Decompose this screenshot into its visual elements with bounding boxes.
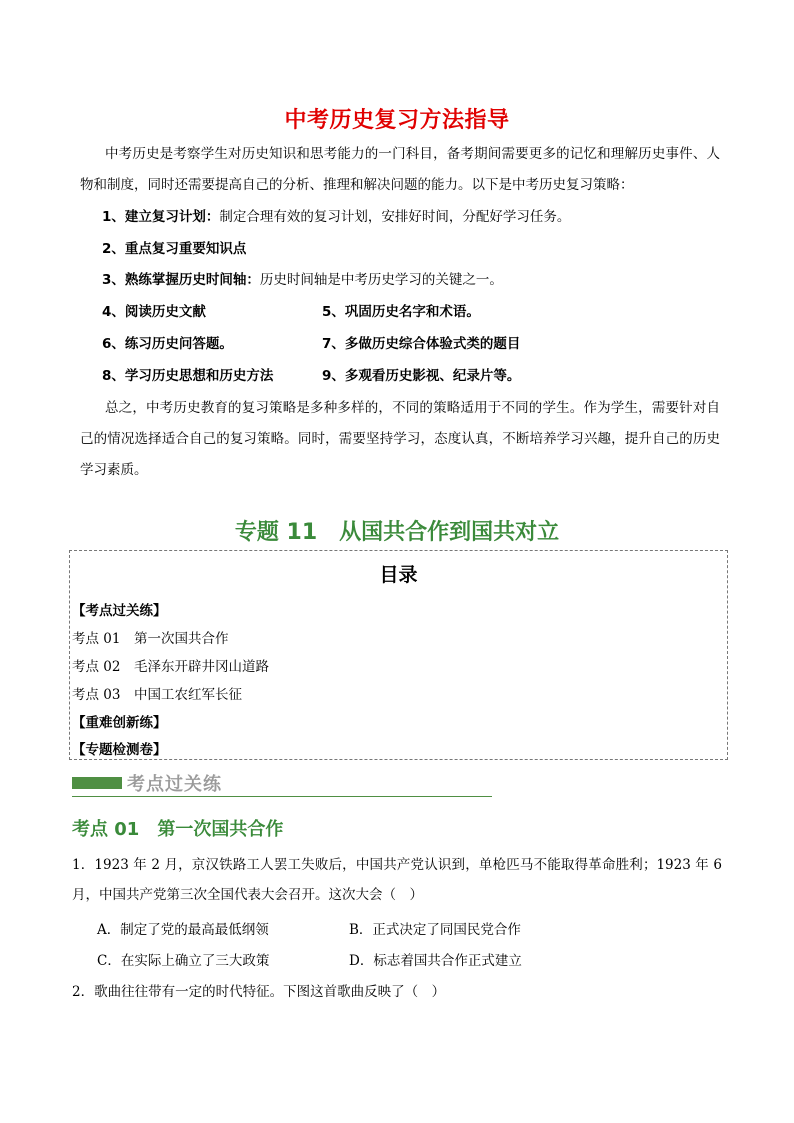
strategy-item-5	[322, 302, 480, 322]
topic-title: 专题 11 从国共合作到国共对立	[234, 520, 560, 545]
question-1-option-a: A．制定了党的最高最低纲领	[97, 922, 269, 938]
strategy-item-1	[102, 207, 570, 227]
toc-kd-2[interactable]: 考点 02 毛泽东开辟井冈山道路	[72, 659, 269, 675]
guide-conclusion: 总之，中考历史教育的复习策略是多种多样的，不同的策略适用于不同的学生。作为学生，需要针对自己的情况选择适合自己的复习策略。同时，需要坚持学习，态度认真，不断培养学习兴趣，提升自己的历史学习素质。	[80, 400, 720, 478]
section-band	[72, 770, 492, 798]
question-1-option-c: C．在实际上确立了三大政策	[97, 953, 270, 969]
kd-heading: 考点 01 第一次国共合作	[72, 819, 284, 840]
strategy-item-9	[322, 366, 520, 386]
question-2: 2．歌曲往往带有一定的时代特征。下图这首歌曲反映了（ ）	[72, 984, 446, 1000]
band-rule	[72, 796, 492, 797]
toc-kd-1[interactable]: 考点 01 第一次国共合作	[72, 631, 229, 647]
toc-section-3[interactable]: 【专题检测卷】	[72, 742, 167, 758]
strategy-item-4	[102, 302, 206, 322]
strategy-item-5-text: 5、巩固历史名字和术语。	[322, 304, 480, 320]
guide-intro: 中考历史是考察学生对历史知识和思考能力的一门科目，备考期间需要更多的记忆和理解历史事件、人物和制度，同时还需要提高自己的分析、推理和解决问题的能力。以下是中考历史复习策略：	[80, 146, 720, 193]
question-1-option-b: B．正式决定了同国民党合作	[349, 922, 521, 938]
toc-section-2[interactable]: 【重难创新练】	[72, 715, 167, 731]
toc-title: 目录	[379, 564, 418, 586]
band-block	[72, 777, 122, 789]
strategy-item-2-text: 2、重点复习重要知识点	[102, 241, 247, 257]
toc-section-1[interactable]: 【考点过关练】	[72, 603, 167, 619]
strategy-item-7-text: 7、多做历史综合体验式类的题目	[322, 336, 521, 352]
strategy-item-8-text: 8、学习历史思想和历史方法	[102, 368, 274, 384]
strategy-item-8	[102, 366, 273, 386]
question-1-option-d: D．标志着国共合作正式建立	[349, 953, 522, 969]
strategy-item-3-head: 3、熟练掌握历史时间轴：	[102, 272, 260, 288]
strategy-item-1-body: 制定合理有效的复习计划，安排好时间，分配好学习任务。	[219, 209, 571, 225]
strategy-item-9-text: 9、多观看历史影视、纪录片等。	[322, 368, 521, 384]
strategy-item-3-body: 历史时间轴是中考历史学习的关键之一。	[259, 272, 503, 288]
strategy-item-7	[322, 334, 520, 354]
strategy-item-2	[102, 239, 246, 259]
guide-title: 中考历史复习方法指导	[284, 108, 510, 133]
strategy-item-1-head: 1、建立复习计划：	[102, 209, 220, 225]
strategy-item-3	[102, 270, 503, 290]
strategy-item-6-text: 6、练习历史问答题。	[102, 336, 233, 352]
toc-kd-3[interactable]: 考点 03 中国工农红军长征	[72, 687, 242, 703]
band-label: 考点过关练	[127, 774, 222, 795]
strategy-item-4-text: 4、阅读历史文献	[102, 304, 206, 320]
question-1: 1．1923 年 2 月，京汉铁路工人罢工失败后，中国共产党认识到，单枪匹马不能取得革命胜利；1923 年 6 月，中国共产党第三次全国代表大会召开。这次大会（ ）	[72, 857, 722, 903]
strategy-item-6	[102, 334, 233, 354]
